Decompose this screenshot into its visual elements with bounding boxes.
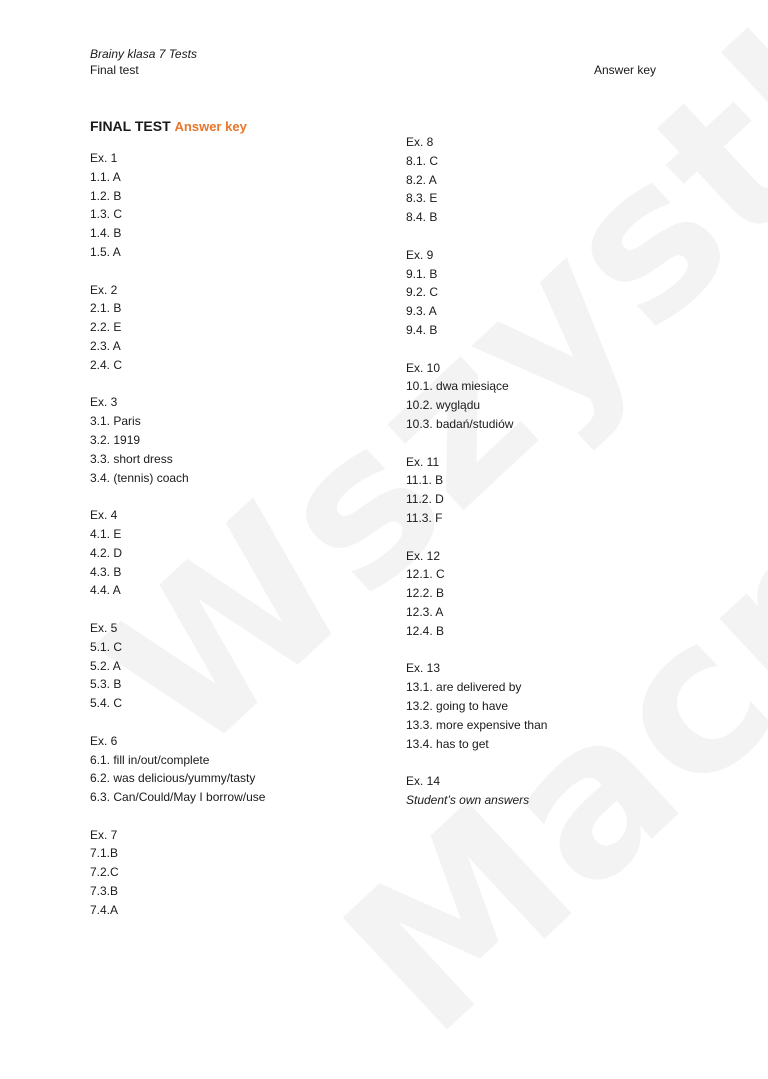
answer-line: 9.3. A	[406, 304, 437, 319]
answer-line: 2.3. A	[90, 338, 121, 353]
answer-line: 7.3.B	[90, 884, 119, 899]
exercise-section	[90, 619, 265, 713]
answer-line: 3.3. short dress	[90, 451, 173, 466]
answer-line: 8.4. B	[406, 210, 438, 225]
exercise-heading: Ex. 2	[90, 282, 118, 297]
test-name: Final test	[90, 63, 139, 77]
exercise-section	[90, 149, 265, 262]
exercise-section	[406, 453, 547, 528]
answer-line: 2.1. B	[90, 301, 122, 316]
answer-line: 7.1.B	[90, 846, 119, 861]
exercise-heading: Ex. 8	[406, 135, 434, 149]
answer-line: 4.1. E	[90, 526, 122, 541]
exercise-heading: Ex. 6	[90, 733, 118, 748]
exercise-section	[406, 133, 547, 227]
answer-line: 7.2.C	[90, 865, 119, 880]
answer-line: 11.2. D	[406, 492, 444, 507]
answer-line: 13.1. are delivered by	[406, 680, 522, 695]
answer-line: 3.4. (tennis) coach	[90, 470, 189, 485]
answer-line: 12.2. B	[406, 586, 445, 601]
exercise-heading: Ex. 12	[406, 548, 441, 563]
exercise-section	[406, 659, 547, 753]
answer-line: 4.4. A	[90, 583, 121, 598]
answer-line: 5.3. B	[90, 677, 122, 692]
series-title: Brainy klasa 7 Tests	[90, 47, 197, 61]
answer-line: 9.2. C	[406, 285, 439, 300]
answer-line: 13.4. has to get	[406, 736, 489, 751]
answer-line: 6.2. was delicious/yummy/tasty	[90, 771, 256, 786]
exercise-heading: Ex. 14	[406, 774, 441, 789]
exercise-section	[90, 826, 265, 920]
answer-line: 5.2. A	[90, 658, 121, 673]
answer-line: 6.3. Can/Could/May I borrow/use	[90, 790, 266, 805]
answer-line: 2.4. C	[90, 357, 123, 372]
answer-line: 13.3. more expensive than	[406, 717, 548, 732]
page-title	[90, 118, 247, 134]
exercise-heading: Ex. 11	[406, 454, 440, 469]
answer-line: 11.3. F	[406, 510, 443, 525]
answer-line: 10.3. badań/studiów	[406, 416, 514, 431]
answer-line: 9.1. B	[406, 266, 438, 281]
exercise-heading: Ex. 4	[90, 508, 118, 523]
answer-line: 12.4. B	[406, 623, 445, 638]
exercise-heading: Ex. 13	[406, 661, 441, 676]
answer-line: 1.1. A	[90, 169, 121, 184]
answer-line: 3.2. 1919	[90, 432, 141, 447]
answer-line: 4.3. B	[90, 564, 122, 579]
exercise-heading: Ex. 9	[406, 247, 434, 262]
exercise-section	[90, 506, 265, 600]
answer-line: 1.3. C	[90, 207, 123, 222]
exercise-section	[406, 547, 547, 641]
exercise-section	[406, 246, 547, 340]
answer-line: 1.2. B	[90, 188, 122, 203]
exercise-heading: Ex. 1	[90, 151, 118, 165]
answer-line: 12.1. C	[406, 567, 445, 582]
answer-line: 13.2. going to have	[406, 698, 509, 713]
answer-line: 11.1. B	[406, 473, 444, 488]
exercise-heading: Ex. 7	[90, 827, 118, 842]
title-accent: Answer key	[174, 119, 247, 134]
exercise-section	[90, 281, 265, 375]
page-header	[90, 46, 197, 78]
title-main: FINAL TEST	[90, 118, 171, 134]
answer-line: 9.4. B	[406, 322, 438, 337]
header-answer-key-label: Answer key	[594, 63, 657, 77]
answer-line: 1.5. A	[90, 244, 121, 259]
left-column	[90, 149, 265, 938]
answer-line: 1.4. B	[90, 226, 122, 241]
answer-line: Student’s own answers	[406, 792, 530, 807]
answer-line: 2.2. E	[90, 320, 122, 335]
exercise-heading: Ex. 3	[90, 395, 118, 410]
answer-line: 8.3. E	[406, 191, 438, 206]
answer-line: 10.2. wyglądu	[406, 398, 481, 413]
answer-line: 5.4. C	[90, 696, 123, 711]
answer-line: 5.1. C	[90, 639, 123, 654]
answer-line: 7.4.A	[90, 902, 119, 917]
exercise-section	[90, 393, 265, 487]
right-column	[406, 133, 547, 828]
exercise-section	[406, 359, 547, 434]
answer-line: 10.1. dwa miesiące	[406, 379, 509, 394]
answer-line: 8.1. C	[406, 153, 439, 168]
answer-line: 8.2. A	[406, 172, 437, 187]
answer-line: 3.1. Paris	[90, 414, 141, 429]
exercise-heading: Ex. 5	[90, 620, 118, 635]
exercise-section	[406, 772, 547, 810]
answer-line: 12.3. A	[406, 604, 444, 619]
answer-line: 6.1. fill in/out/complete	[90, 752, 210, 767]
exercise-heading: Ex. 10	[406, 360, 441, 375]
exercise-section	[90, 732, 265, 807]
answer-line: 4.2. D	[90, 545, 123, 560]
